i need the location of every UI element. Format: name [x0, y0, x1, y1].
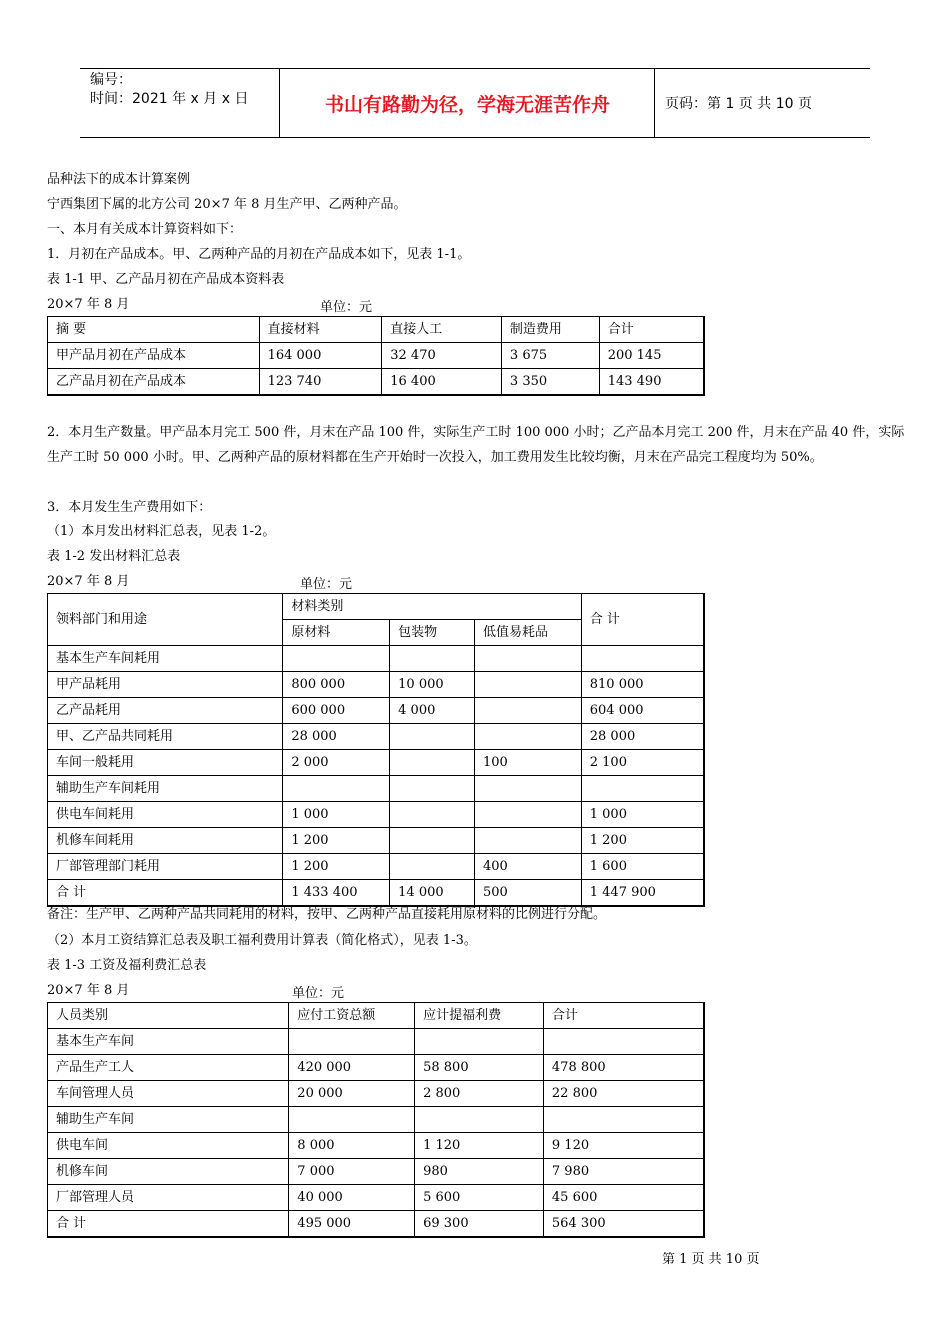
table-cell: 1 447 900	[581, 880, 704, 907]
table3-body	[48, 1029, 705, 1238]
table1-unit: 单位：元	[320, 300, 373, 315]
table-cell: 1 600	[581, 854, 704, 880]
table-cell: 乙产品月初在产品成本	[48, 369, 260, 396]
table-cell: 9 120	[543, 1133, 704, 1159]
table-header-cell: 直接材料	[259, 317, 382, 343]
table-cell: 辅助生产车间	[48, 1107, 289, 1133]
table-cell: 1 200	[581, 828, 704, 854]
table-cell: 1 000	[283, 802, 390, 828]
table-cell: 厂部管理人员	[48, 1185, 289, 1211]
table-cell: 基本生产车间耗用	[48, 646, 283, 672]
table-cell: 810 000	[581, 672, 704, 698]
table-cell	[289, 1107, 415, 1133]
table-cell: 1 120	[415, 1133, 544, 1159]
page-footer: 第 1 页 共 10 页	[662, 1252, 760, 1267]
table-cell	[390, 802, 475, 828]
table-cell	[474, 776, 581, 802]
intro-line-3: 1．月初在产品成本。甲、乙两种产品的月初在产品成本如下，见表 1-1。	[47, 247, 471, 262]
table-row	[48, 1133, 705, 1159]
table-cell: 8 000	[289, 1133, 415, 1159]
table-cell	[474, 698, 581, 724]
table-header-cell: 人员类别	[48, 1003, 289, 1029]
table-row	[48, 1185, 705, 1211]
table-cell: 16 400	[382, 369, 502, 396]
table-cell: 58 800	[415, 1055, 544, 1081]
table-cell: 4 000	[390, 698, 475, 724]
table-cell	[390, 724, 475, 750]
table-cell: 辅助生产车间耗用	[48, 776, 283, 802]
table-row	[48, 880, 705, 907]
table-row	[48, 1055, 705, 1081]
table-cell: 604 000	[581, 698, 704, 724]
table1-date: 20×7 年 8 月	[47, 297, 130, 312]
table-cell: 495 000	[289, 1211, 415, 1238]
table-header-cell: 领料部门和用途	[48, 594, 283, 646]
table-cell	[543, 1029, 704, 1055]
code-label: 编号：	[90, 72, 132, 88]
table-cell: 车间一般耗用	[48, 750, 283, 776]
section-3-title: 3．本月发生生产费用如下：	[47, 500, 212, 515]
table-cell: 600 000	[283, 698, 390, 724]
table-row	[48, 1107, 705, 1133]
table-cell: 28 000	[283, 724, 390, 750]
table-row	[48, 750, 705, 776]
table-cell: 40 000	[289, 1185, 415, 1211]
table-row	[48, 1159, 705, 1185]
table-row	[48, 724, 705, 750]
table-cell: 20 000	[289, 1081, 415, 1107]
table-cell: 甲产品月初在产品成本	[48, 343, 260, 369]
table3-caption: 表 1-3 工资及福利费汇总表	[47, 958, 207, 973]
table-row	[48, 854, 705, 880]
table-cell: 14 000	[390, 880, 475, 907]
table-cell: 123 740	[259, 369, 382, 396]
table-row	[48, 343, 705, 369]
table-row	[48, 698, 705, 724]
table-cell: 420 000	[289, 1055, 415, 1081]
table-cell: 800 000	[283, 672, 390, 698]
table-cell	[415, 1107, 544, 1133]
table2-unit: 单位：元	[300, 577, 353, 592]
sub-2-text: （2）本月工资结算汇总表及职工福利费用计算表（简化格式），见表 1-3。	[47, 933, 477, 948]
table-header-cell: 直接人工	[382, 317, 502, 343]
table-1-3	[47, 1002, 705, 1238]
table-cell: 车间管理人员	[48, 1081, 289, 1107]
table-cell	[581, 776, 704, 802]
table-cell: 1 000	[581, 802, 704, 828]
table3-unit: 单位：元	[292, 986, 345, 1001]
table-row	[48, 672, 705, 698]
table-cell: 供电车间耗用	[48, 802, 283, 828]
table-header-cell: 摘 要	[48, 317, 260, 343]
table-cell: 合 计	[48, 880, 283, 907]
table-cell: 980	[415, 1159, 544, 1185]
table-cell: 5 600	[415, 1185, 544, 1211]
table-cell	[415, 1029, 544, 1055]
table-cell	[283, 776, 390, 802]
table2-date: 20×7 年 8 月	[47, 574, 130, 589]
time-label: 时间：2021 年 x 月 x 日	[90, 91, 249, 107]
table-cell	[390, 646, 475, 672]
table-header-cell: 低值易耗品	[474, 620, 581, 646]
table-cell: 564 300	[543, 1211, 704, 1238]
table1-caption: 表 1-1 甲、乙产品月初在产品成本资料表	[47, 272, 285, 287]
table-header-cell: 制造费用	[501, 317, 599, 343]
table-header-row	[48, 594, 705, 620]
table-cell	[474, 724, 581, 750]
table-cell: 1 200	[283, 828, 390, 854]
table-header-cell: 材料类别	[283, 594, 581, 620]
table-row	[48, 646, 705, 672]
table-row	[48, 1211, 705, 1238]
table2-caption: 表 1-2 发出材料汇总表	[47, 549, 181, 564]
table-row	[48, 1081, 705, 1107]
doc-title: 品种法下的成本计算案例	[47, 172, 191, 187]
table-cell: 2 800	[415, 1081, 544, 1107]
table-cell: 3 350	[501, 369, 599, 396]
page-label: 页码：第 1 页 共 10 页	[665, 96, 812, 112]
table2-body	[48, 646, 705, 907]
table-row	[48, 828, 705, 854]
table-cell	[390, 776, 475, 802]
table-cell: 乙产品耗用	[48, 698, 283, 724]
table-header-cell: 合 计	[581, 594, 704, 646]
table-cell: 供电车间	[48, 1133, 289, 1159]
table-cell	[289, 1029, 415, 1055]
table-1-2	[47, 593, 705, 907]
table-cell: 100	[474, 750, 581, 776]
table-cell: 10 000	[390, 672, 475, 698]
table-cell: 甲产品耗用	[48, 672, 283, 698]
table2-note: 备注：生产甲、乙两种产品共同耗用的材料，按甲、乙两种产品直接耗用原材料的比例进行分配。	[47, 907, 607, 922]
intro-line-1: 宁西集团下属的北方公司 20×7 年 8 月生产甲、乙两种产品。	[47, 197, 407, 212]
table-cell: 478 800	[543, 1055, 704, 1081]
table-cell: 45 600	[543, 1185, 704, 1211]
table-cell: 3 675	[501, 343, 599, 369]
table-cell	[581, 646, 704, 672]
table-cell	[283, 646, 390, 672]
table-cell	[390, 750, 475, 776]
table-cell	[474, 672, 581, 698]
table-header-cell: 应付工资总额	[289, 1003, 415, 1029]
table-cell: 基本生产车间	[48, 1029, 289, 1055]
table-cell: 2 000	[283, 750, 390, 776]
table-row	[48, 802, 705, 828]
table-cell: 机修车间耗用	[48, 828, 283, 854]
table-cell: 32 470	[382, 343, 502, 369]
table-cell: 2 100	[581, 750, 704, 776]
intro-line-2: 一、本月有关成本计算资料如下：	[47, 222, 243, 237]
table-1-1	[47, 316, 705, 396]
motto: 书山有路勤为径，学海无涯苦作舟	[281, 69, 655, 137]
table-cell: 7 980	[543, 1159, 704, 1185]
table-cell: 产品生产工人	[48, 1055, 289, 1081]
table-header-cell: 合计	[543, 1003, 704, 1029]
table-cell: 164 000	[259, 343, 382, 369]
table-cell	[474, 802, 581, 828]
table-cell: 28 000	[581, 724, 704, 750]
table3-date: 20×7 年 8 月	[47, 983, 130, 998]
section-2-text: 2．本月生产数量。甲产品本月完工 500 件，月末在产品 100 件，实际生产工时 100 000 小时；乙产品本月完工 200 件，月末在产品 40 件，实际生产工时 50 000 小时。甲、乙两种产品的原材料都在生产开始时一次投入，加工费用发生比较均衡，月末在产品完工程度均为 50%。	[47, 425, 905, 465]
table-cell: 1 200	[283, 854, 390, 880]
table-cell: 400	[474, 854, 581, 880]
table-row	[48, 1029, 705, 1055]
table-header-cell: 原材料	[283, 620, 390, 646]
table-header-cell: 包装物	[390, 620, 475, 646]
table-row	[48, 369, 705, 396]
table-cell: 甲、乙产品共同耗用	[48, 724, 283, 750]
table-cell: 69 300	[415, 1211, 544, 1238]
table-cell: 1 433 400	[283, 880, 390, 907]
table-cell: 500	[474, 880, 581, 907]
table-cell	[390, 854, 475, 880]
table-cell	[474, 646, 581, 672]
table-cell: 厂部管理部门耗用	[48, 854, 283, 880]
table-header-cell: 合计	[599, 317, 704, 343]
section-3-sub1: （1）本月发出材料汇总表，见表 1-2。	[47, 524, 276, 539]
table-row	[48, 776, 705, 802]
table-header-row	[48, 1003, 705, 1029]
table-cell: 143 490	[599, 369, 704, 396]
table-cell	[390, 828, 475, 854]
table-header-cell: 应计提福利费	[415, 1003, 544, 1029]
header-meta	[80, 69, 280, 137]
table-cell	[474, 828, 581, 854]
table-header-row	[48, 317, 705, 343]
page-header	[80, 68, 870, 138]
table-cell: 7 000	[289, 1159, 415, 1185]
table-cell: 200 145	[599, 343, 704, 369]
table-cell	[543, 1107, 704, 1133]
table-cell: 22 800	[543, 1081, 704, 1107]
table-cell: 机修车间	[48, 1159, 289, 1185]
table-cell: 合 计	[48, 1211, 289, 1238]
